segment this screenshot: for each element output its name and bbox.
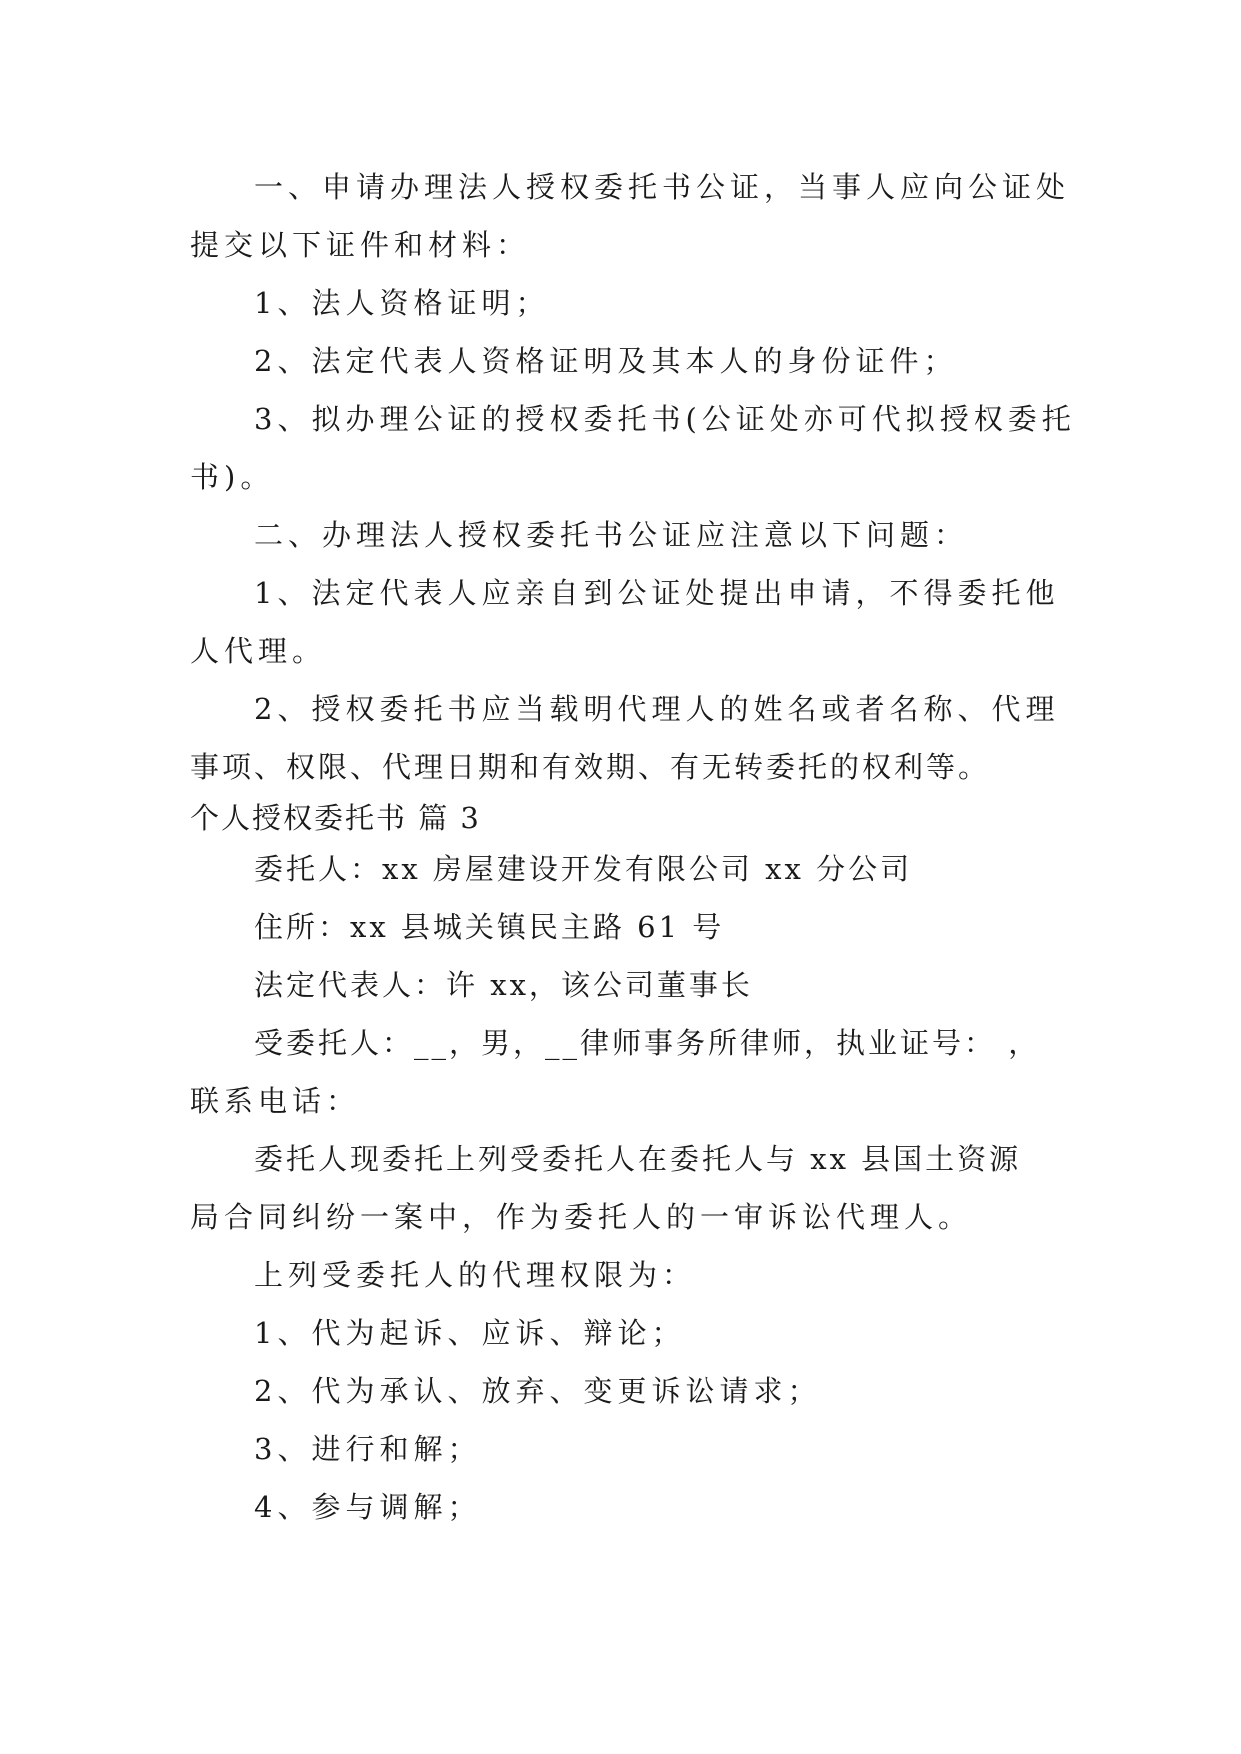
paragraph-line: 上列受委托人的代理权限为： bbox=[254, 1258, 697, 1292]
list-item: 1、法人资格证明； bbox=[254, 286, 550, 320]
list-item: 1、法定代表人应亲自到公证处提出申请，不得委托他 bbox=[254, 576, 1060, 610]
section-heading: 个人授权委托书 篇 3 bbox=[190, 801, 481, 835]
paragraph-line: 委托人现委托上列受委托人在委托人与 xx 县国土资源 bbox=[254, 1142, 1022, 1176]
paragraph-line: 委托人：xx 房屋建设开发有限公司 xx 分公司 bbox=[254, 852, 913, 886]
paragraph-line: 联系电话： bbox=[190, 1084, 361, 1118]
paragraph-line: 住所：xx 县城关镇民主路 61 号 bbox=[254, 910, 725, 944]
list-item: 3、进行和解； bbox=[254, 1432, 482, 1466]
paragraph-line: 事项、权限、代理日期和有效期、有无转委托的权利等。 bbox=[190, 750, 991, 784]
list-item: 3、拟办理公证的授权委托书(公证处亦可代拟授权委托 bbox=[254, 402, 1076, 436]
list-item: 2、授权委托书应当载明代理人的姓名或者名称、代理 bbox=[254, 692, 1060, 726]
paragraph-line: 提交以下证件和材料： bbox=[190, 228, 531, 262]
paragraph-line: 书)。 bbox=[190, 460, 275, 494]
paragraph-line: 法定代表人：许 xx，该公司董事长 bbox=[254, 968, 753, 1002]
document-body bbox=[190, 158, 1076, 1536]
paragraph-line: 局合同纠纷一案中，作为委托人的一审诉讼代理人。 bbox=[190, 1200, 973, 1234]
paragraph-line: 受委托人：__，男，__律师事务所律师，执业证号： ， bbox=[254, 1026, 1041, 1060]
paragraph-line: 二、办理法人授权委托书公证应注意以下问题： bbox=[254, 518, 969, 552]
list-item: 1、代为起诉、应诉、辩论； bbox=[254, 1316, 686, 1350]
list-item: 4、参与调解； bbox=[254, 1490, 482, 1524]
paragraph-line: 人代理。 bbox=[190, 634, 327, 668]
list-item: 2、代为承认、放弃、变更诉讼请求； bbox=[254, 1374, 822, 1408]
list-item: 2、法定代表人资格证明及其本人的身份证件； bbox=[254, 344, 958, 378]
paragraph-line: 一、申请办理法人授权委托书公证，当事人应向公证处 bbox=[254, 170, 1071, 204]
